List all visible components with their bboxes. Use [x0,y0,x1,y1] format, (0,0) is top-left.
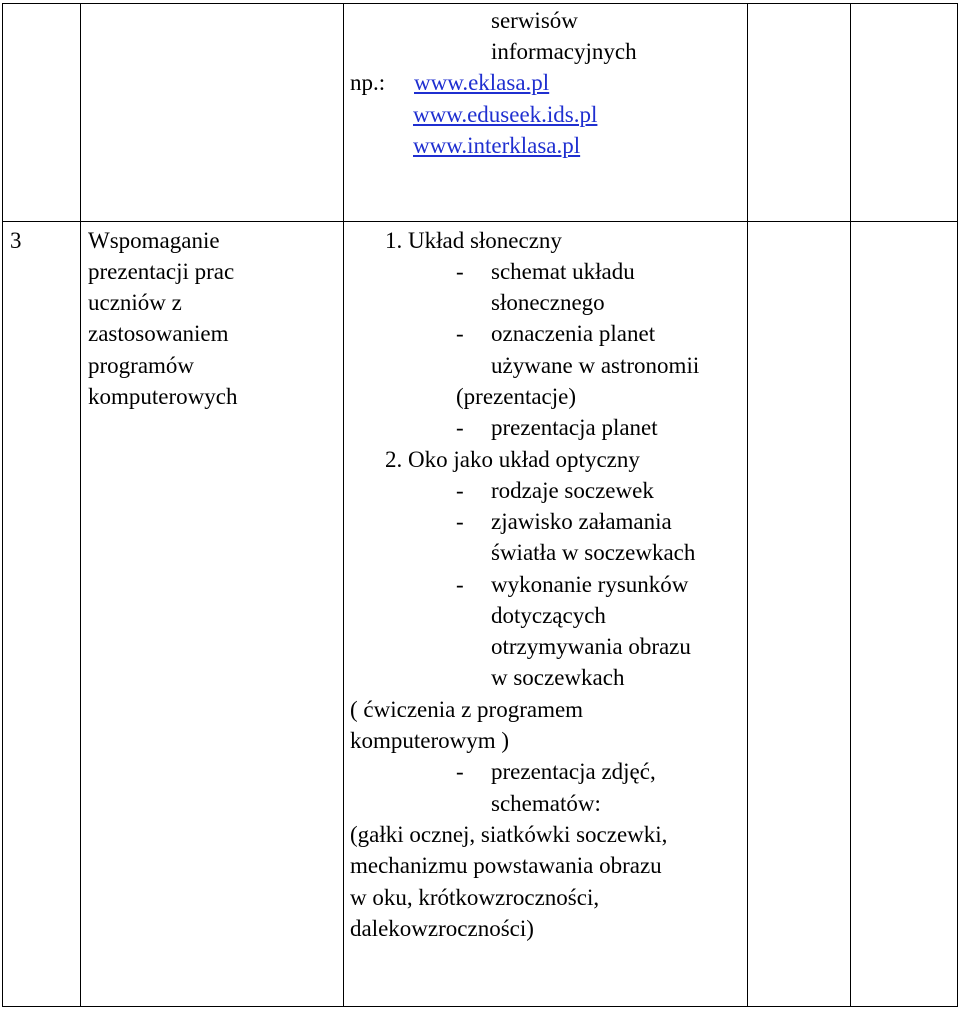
section-note: komputerowym ) [350,728,510,753]
method-line: informacyjnych [491,39,637,64]
list-item-text: używane w astronomii [491,353,700,378]
table-border-left [2,3,3,1007]
table-border-bottom [2,1006,958,1007]
closing-note: (gałki ocznej, siatkówki soczewki, [350,822,668,847]
list-item-text: dotyczących [491,603,606,628]
list-item-text: rodzaje soczewek [491,478,654,503]
row-number: 3 [10,228,22,253]
list-item-text: prezentacja zdjęć, [491,759,656,784]
list-item-text: oznaczenia planet [491,321,656,346]
title-line: programów [88,353,195,378]
section-heading: 1. Układ słoneczny [385,228,562,253]
list-dash: - [456,509,464,534]
list-dash: - [456,321,464,346]
list-dash: - [456,759,464,784]
list-item-text: w soczewkach [491,665,625,690]
link-eduseek[interactable]: www.eduseek.ids.pl [413,102,598,127]
link-interklasa[interactable]: www.interklasa.pl [413,133,581,158]
list-item-text: schematów: [491,791,601,816]
list-item-text: zjawisko załamania [491,509,672,534]
table-border-top [2,3,958,4]
list-dash: - [456,478,464,503]
title-line: zastosowaniem [88,321,229,346]
closing-note: mechanizmu powstawania obrazu [350,853,662,878]
list-dash: - [456,415,464,440]
row-divider [2,221,958,222]
list-dash: - [456,572,464,597]
link-eklasa[interactable]: www.eklasa.pl [414,70,550,95]
table-border-right [957,3,958,1007]
title-line: uczniów z [88,290,182,315]
closing-note: w oku, krótkowzroczności, [350,885,600,910]
column-divider [850,3,851,1007]
title-line: prezentacji prac [88,259,235,284]
section-heading: 2. Oko jako układ optyczny [385,447,640,472]
list-item-text: słonecznego [491,290,605,315]
title-line: Wspomaganie [88,228,220,253]
method-line: serwisów [491,8,578,33]
list-dash: - [456,259,464,284]
list-item-text: wykonanie rysunków [491,572,689,597]
closing-note: dalekowzroczności) [350,916,534,941]
list-item-text: otrzymywania obrazu [491,634,691,659]
example-label: np.: [350,70,386,95]
section-note: ( ćwiczenia z programem [350,697,584,722]
title-line: komputerowych [88,384,238,409]
section-note: (prezentacje) [456,384,577,409]
list-item-text: światła w soczewkach [491,540,696,565]
list-item-text: prezentacja planet [491,415,658,440]
column-divider [80,3,81,1007]
column-divider [747,3,748,1007]
list-item-text: schemat układu [491,259,635,284]
column-divider [343,3,344,1007]
